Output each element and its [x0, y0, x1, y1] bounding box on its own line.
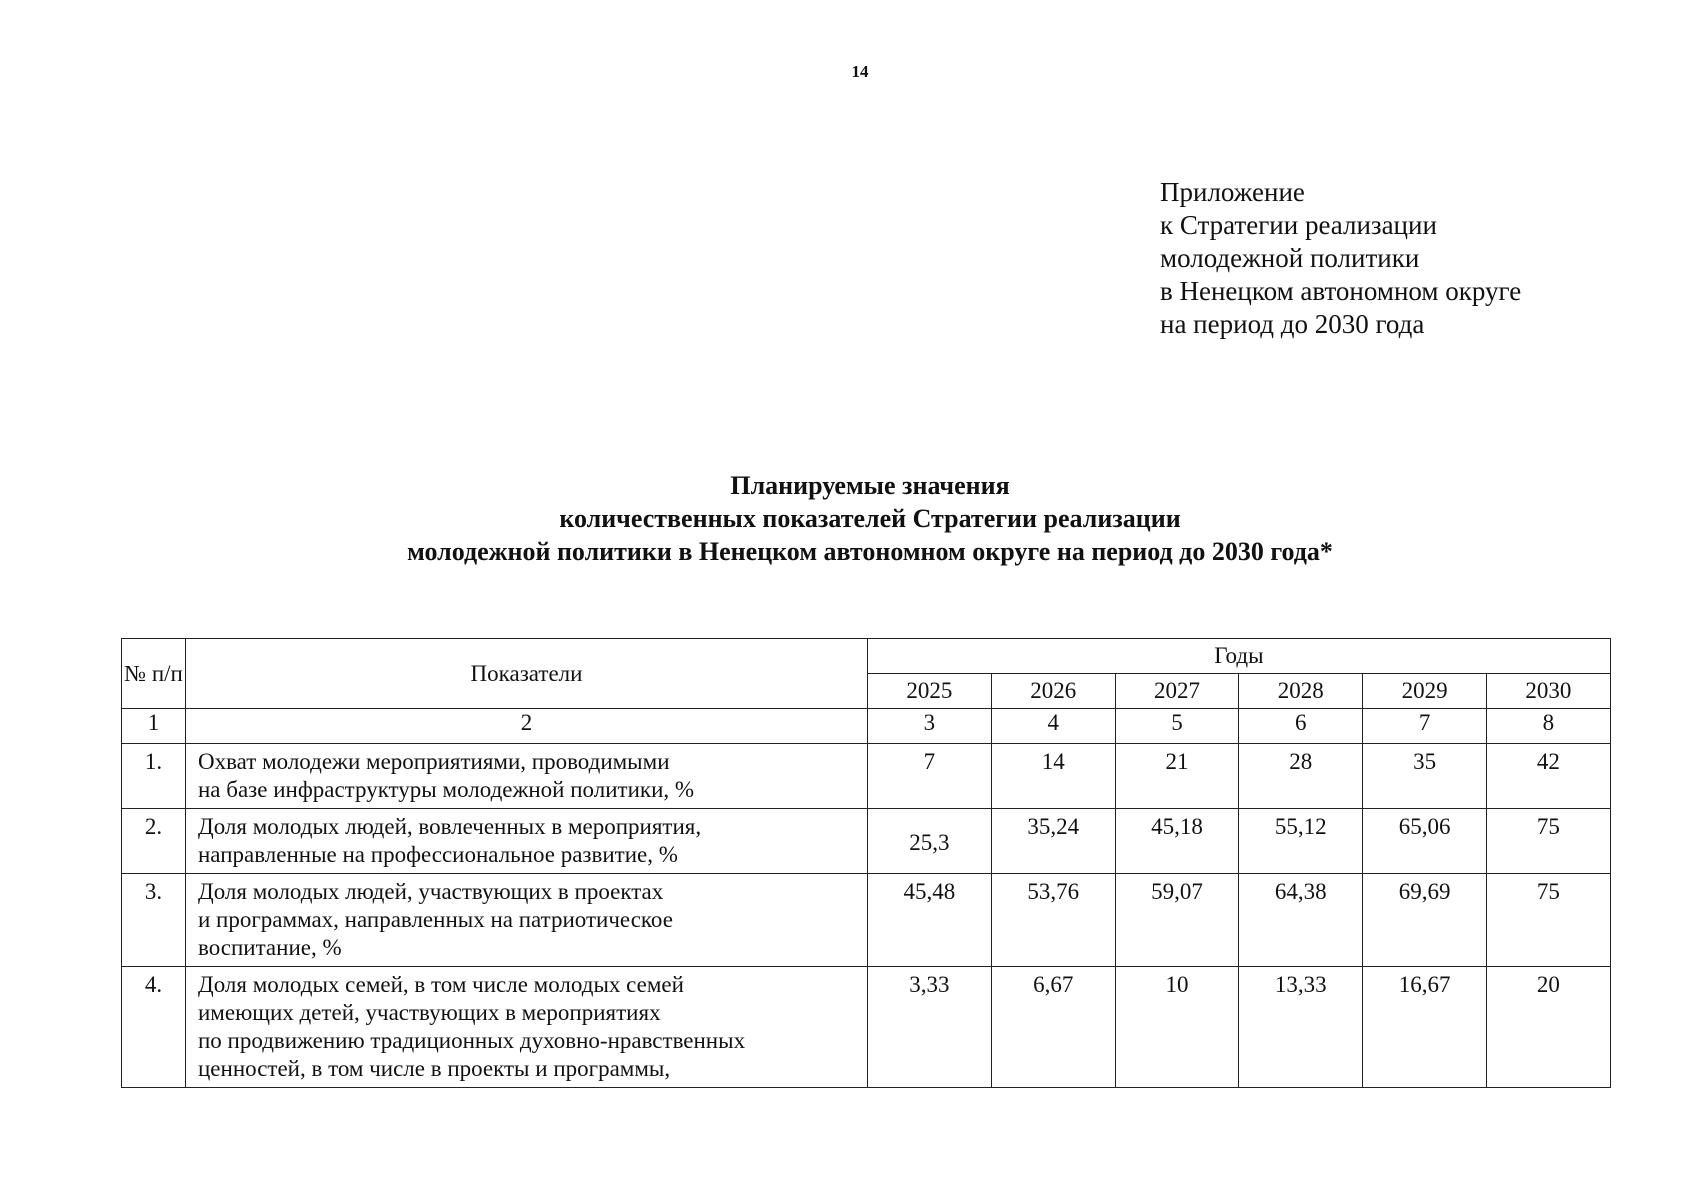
value-cell: 45,18	[1115, 809, 1239, 874]
header-years-group: Годы	[868, 639, 1611, 674]
value-cell: 75	[1486, 874, 1610, 967]
column-number: 5	[1115, 709, 1239, 744]
value-cell: 35,24	[991, 809, 1115, 874]
value-cell: 42	[1486, 744, 1610, 809]
header-year: 2029	[1363, 674, 1487, 709]
column-number: 6	[1239, 709, 1363, 744]
indicator-line: Доля молодых людей, вовлеченных в мероприятия,	[198, 814, 702, 839]
column-number-row	[122, 709, 1611, 744]
appendix-line: молодежной политики	[1160, 243, 1420, 273]
title-line: молодежной политики в Ненецком автономном округе на период до 2030 года*	[407, 537, 1333, 566]
document-title	[0, 469, 1698, 568]
page-number: 14	[851, 62, 869, 81]
value-cell: 65,06	[1363, 809, 1487, 874]
table-row	[122, 744, 1611, 809]
header-year: 2027	[1115, 674, 1239, 709]
value-cell: 28	[1239, 744, 1363, 809]
appendix-line: на период до 2030 года	[1160, 309, 1425, 339]
column-number: 1	[122, 709, 186, 744]
value-cell: 7	[868, 744, 992, 809]
row-number: 2.	[122, 809, 186, 874]
indicator-line: направленные на профессиональное развитие, %	[198, 842, 678, 867]
indicator-name	[186, 874, 868, 967]
indicator-line: имеющих детей, участвующих в мероприятиях	[198, 1000, 661, 1025]
value-cell: 14	[991, 744, 1115, 809]
value-cell: 55,12	[1239, 809, 1363, 874]
appendix-note	[1160, 176, 1521, 341]
column-number: 3	[868, 709, 992, 744]
value-cell: 21	[1115, 744, 1239, 809]
row-number: 4.	[122, 967, 186, 1088]
table-row	[122, 809, 1611, 874]
appendix-line: в Ненецком автономном округе	[1160, 276, 1522, 306]
header-year: 2025	[868, 674, 992, 709]
value-cell: 59,07	[1115, 874, 1239, 967]
column-number: 4	[991, 709, 1115, 744]
indicator-line: и программах, направленных на патриотическое	[198, 907, 673, 932]
indicator-line: Охват молодежи мероприятиями, проводимыми	[198, 749, 670, 774]
value-cell: 35	[1363, 744, 1487, 809]
row-number: 1.	[122, 744, 186, 809]
header-indicators: Показатели	[186, 639, 868, 709]
value-cell: 10	[1115, 967, 1239, 1088]
value-cell: 75	[1486, 809, 1610, 874]
indicator-line: воспитание, %	[198, 935, 342, 960]
indicator-line: Доля молодых людей, участвующих в проектах	[198, 879, 664, 904]
appendix-line: к Стратегии реализации	[1160, 210, 1437, 240]
column-number: 7	[1363, 709, 1487, 744]
value-cell: 20	[1486, 967, 1610, 1088]
column-number: 2	[186, 709, 868, 744]
value-cell: 64,38	[1239, 874, 1363, 967]
row-number: 3.	[122, 874, 186, 967]
value-cell: 25,3	[868, 809, 992, 874]
title-line: количественных показателей Стратегии реализации	[559, 504, 1181, 533]
indicator-line: ценностей, в том числе в проекты и программы,	[198, 1056, 671, 1081]
value-cell: 16,67	[1363, 967, 1487, 1088]
value-cell: 53,76	[991, 874, 1115, 967]
value-cell: 45,48	[868, 874, 992, 967]
value-cell: 13,33	[1239, 967, 1363, 1088]
indicator-line: на базе инфраструктуры молодежной политики, %	[198, 777, 695, 802]
value-cell: 6,67	[991, 967, 1115, 1088]
value-cell: 3,33	[868, 967, 992, 1088]
indicator-name	[186, 967, 868, 1088]
value-cell: 69,69	[1363, 874, 1487, 967]
appendix-line: Приложение	[1160, 177, 1305, 207]
table-row	[122, 874, 1611, 967]
header-year: 2026	[991, 674, 1115, 709]
title-line: Планируемые значения	[730, 471, 1010, 500]
indicator-line: по продвижению традиционных духовно-нравственных	[198, 1028, 746, 1053]
header-number: № п/п	[122, 639, 186, 709]
column-number: 8	[1486, 709, 1610, 744]
header-year: 2028	[1239, 674, 1363, 709]
indicator-name	[186, 744, 868, 809]
table-row	[122, 967, 1611, 1088]
header-year: 2030	[1486, 674, 1610, 709]
indicator-line: Доля молодых семей, в том числе молодых семей	[198, 972, 684, 997]
indicators-table	[121, 638, 1611, 1088]
indicator-name	[186, 809, 868, 874]
